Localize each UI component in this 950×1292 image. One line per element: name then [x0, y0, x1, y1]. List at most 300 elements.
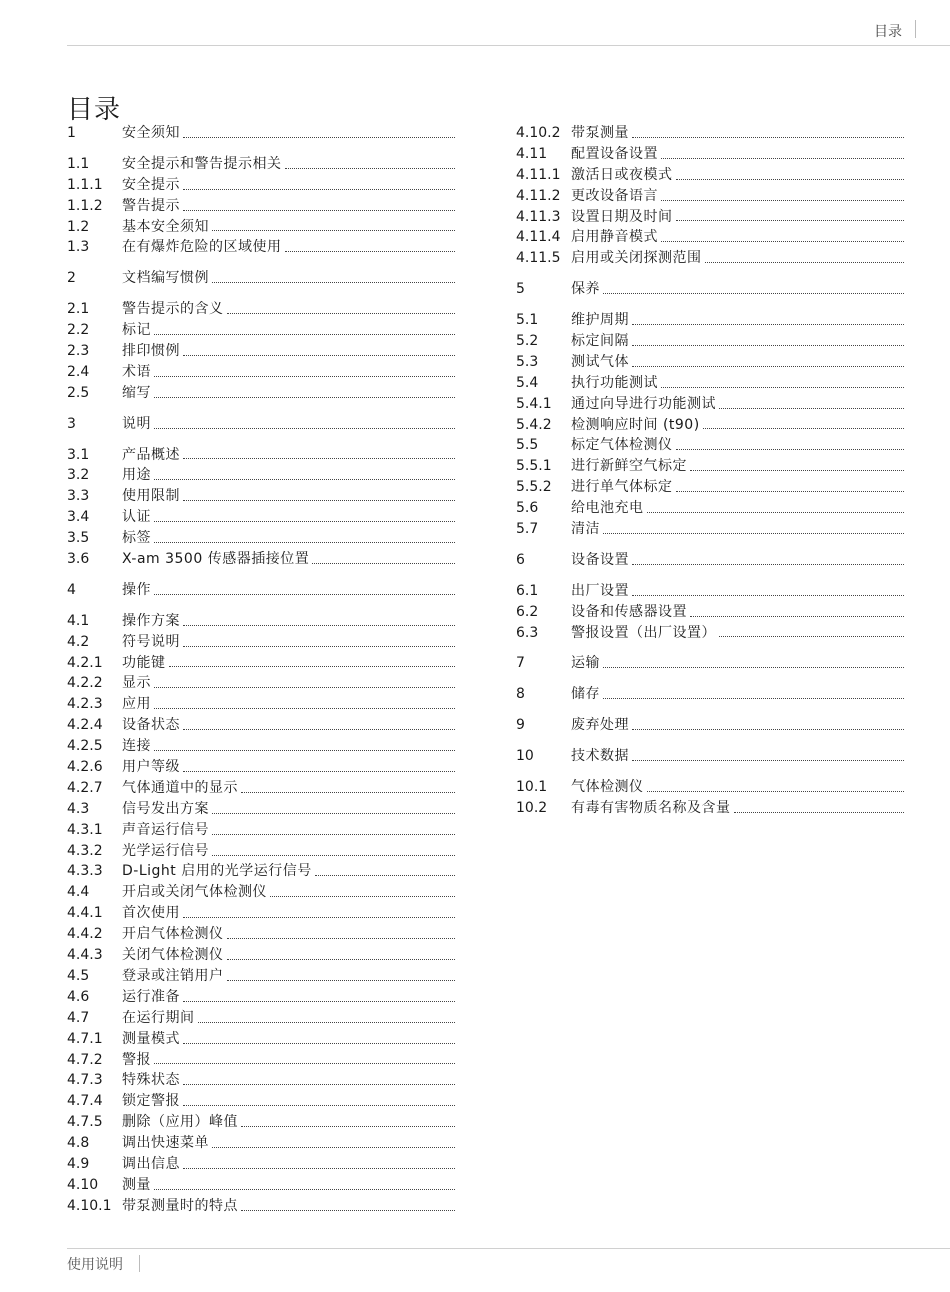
toc-entry[interactable]: [516, 550, 904, 571]
toc-dot-leader: [183, 136, 455, 138]
toc-entry[interactable]: [67, 987, 455, 1008]
toc-dot-leader: [647, 511, 905, 513]
toc-entry-number: 4.3: [67, 800, 90, 817]
toc-dot-leader: [198, 1021, 456, 1023]
toc-entry-number: 1.1.2: [67, 197, 103, 214]
toc-entry[interactable]: [516, 415, 904, 436]
toc-entry[interactable]: [516, 684, 904, 705]
toc-entry-number: 10.2: [516, 799, 548, 816]
toc-entry-title: 术语: [122, 363, 151, 380]
toc-entry-title: D-Light 启用的光学运行信号: [122, 863, 312, 880]
toc-entry-title: 维护周期: [571, 312, 629, 329]
toc-entry-title: 启用或关闭探测范围: [571, 250, 702, 267]
toc-entry[interactable]: [516, 310, 904, 331]
toc-entry[interactable]: [516, 456, 904, 477]
toc-entry-title: 锁定警报: [122, 1093, 180, 1110]
toc-dot-leader: [603, 292, 904, 294]
toc-dot-leader: [703, 427, 904, 429]
toc-entry-number: 1: [67, 124, 76, 141]
toc-dot-leader: [632, 728, 904, 730]
toc-entry-number: 2.4: [67, 363, 90, 380]
toc-dot-leader: [690, 469, 904, 471]
toc-entry[interactable]: [67, 841, 455, 862]
toc-entry-number: 3.6: [67, 551, 90, 568]
toc-entry[interactable]: [67, 882, 455, 903]
toc-dot-leader: [227, 312, 456, 314]
toc-entry-title: 警报: [122, 1051, 151, 1068]
toc-entry[interactable]: [67, 778, 455, 799]
toc-entry[interactable]: [67, 736, 455, 757]
toc-entry-title: 删除（应用）峰值: [122, 1114, 238, 1131]
toc-entry-number: 4.4.1: [67, 905, 103, 922]
toc-entry-title: 标定间隔: [571, 333, 629, 349]
toc-dot-leader: [632, 563, 904, 565]
toc-dot-leader: [183, 1104, 455, 1106]
toc-entry-title: 操作方案: [122, 612, 180, 629]
toc-entry-title: 测量模式: [122, 1030, 180, 1047]
toc-column-right: [516, 123, 904, 819]
toc-entry[interactable]: [67, 673, 455, 694]
toc-entry-title: 基本安全须知: [122, 218, 209, 235]
toc-entry-title: 缩写: [122, 384, 151, 401]
toc-entry-title: 符号说明: [122, 633, 180, 650]
toc-dot-leader: [632, 136, 904, 138]
toc-entry-title: 设置日期及时间: [571, 208, 673, 225]
toc-dot-leader: [183, 1000, 455, 1002]
toc-entry-number: 6.1: [516, 582, 539, 599]
toc-entry[interactable]: [67, 1050, 455, 1071]
toc-entry-title: 使用限制: [122, 488, 180, 505]
toc-entry-number: 4.4: [67, 884, 90, 901]
toc-entry-title: 信号发出方案: [122, 800, 209, 817]
footer-separator: [139, 1255, 140, 1272]
toc-entry-title: 警告提示: [122, 197, 180, 214]
toc-entry-title: 技术数据: [571, 748, 629, 765]
toc-entry[interactable]: [67, 237, 455, 258]
toc-entry[interactable]: [67, 1154, 455, 1175]
toc-entry-title: 排印惯例: [122, 343, 180, 359]
toc-dot-leader: [603, 697, 904, 699]
toc-entry-number: 2: [67, 270, 76, 287]
toc-dot-leader: [154, 520, 455, 522]
toc-entry-number: 4.2.2: [67, 675, 103, 692]
toc-entry[interactable]: [516, 144, 904, 165]
toc-entry-title: 登录或注销用户: [122, 967, 224, 984]
toc-dot-leader: [690, 615, 904, 617]
toc-entry-title: 首次使用: [122, 905, 180, 922]
toc-dot-leader: [632, 344, 904, 346]
header-rule: [67, 45, 950, 46]
toc-entry-title: 调出快速菜单: [122, 1135, 209, 1152]
toc-entry-title: 认证: [122, 509, 151, 526]
toc-dot-leader: [183, 354, 455, 356]
toc-entry-title: 更改设备语言: [571, 187, 658, 204]
toc-entry[interactable]: [67, 320, 455, 341]
toc-entry-number: 4.9: [67, 1155, 90, 1172]
toc-dot-leader: [719, 407, 904, 409]
toc-entry-number: 4.2: [67, 633, 90, 650]
toc-entry-number: 5.4.2: [516, 416, 552, 433]
toc-entry-number: 4.4.2: [67, 926, 103, 943]
toc-entry-number: 4: [67, 581, 76, 598]
toc-entry-title: 清洁: [571, 521, 600, 538]
toc-entry[interactable]: [516, 123, 904, 144]
toc-entry[interactable]: [67, 154, 455, 175]
toc-dot-leader: [227, 979, 456, 981]
toc-entry[interactable]: [516, 777, 904, 798]
toc-entry-number: 4.11.3: [516, 208, 561, 225]
footer-rule: [67, 1248, 950, 1249]
toc-entry[interactable]: [516, 186, 904, 207]
toc-entry[interactable]: [516, 373, 904, 394]
toc-entry-number: 4.5: [67, 967, 90, 984]
toc-entry-title: 气体通道中的显示: [122, 779, 238, 796]
toc-entry-number: 4.10.1: [67, 1197, 112, 1214]
toc-entry-title: 光学运行信号: [122, 842, 209, 859]
toc-entry[interactable]: [67, 299, 455, 320]
toc-dot-leader: [154, 396, 455, 398]
toc-entry-title: 有毒有害物质名称及含量: [571, 799, 731, 816]
toc-entry-title: 应用: [122, 696, 151, 713]
toc-dot-leader: [676, 490, 905, 492]
toc-entry[interactable]: [67, 1008, 455, 1029]
toc-entry[interactable]: [67, 1196, 455, 1217]
toc-entry-number: 4.10.2: [516, 124, 561, 141]
toc-entry[interactable]: [67, 715, 455, 736]
page-title: 目录: [67, 95, 122, 126]
toc-entry-title: X-am 3500 传感器插接位置: [122, 551, 310, 568]
toc-entry-number: 8: [516, 686, 525, 703]
toc-entry[interactable]: [67, 465, 455, 486]
toc-dot-leader: [603, 666, 904, 668]
toc-entry-title: 检测响应时间 (t90): [571, 416, 700, 433]
toc-entry-title: 显示: [122, 675, 151, 692]
toc-dot-leader: [183, 1042, 455, 1044]
toc-dot-leader: [241, 1125, 455, 1127]
toc-entry[interactable]: [67, 341, 455, 362]
toc-dot-leader: [212, 812, 455, 814]
toc-entry-number: 4.7.2: [67, 1051, 103, 1068]
toc-dot-leader: [661, 157, 904, 159]
toc-entry-number: 4.3.3: [67, 863, 103, 880]
toc-entry-number: 4.7.4: [67, 1093, 103, 1110]
toc-entry[interactable]: [67, 903, 455, 924]
toc-entry[interactable]: [67, 1091, 455, 1112]
toc-entry[interactable]: [67, 528, 455, 549]
toc-dot-leader: [154, 375, 455, 377]
toc-entry-title: 用户等级: [122, 759, 180, 776]
toc-entry-number: 5.6: [516, 500, 539, 517]
toc-entry-title: 激活日或夜模式: [571, 166, 673, 183]
toc-entry-number: 5.3: [516, 353, 539, 370]
toc-dot-leader: [154, 541, 455, 543]
toc-dot-leader: [183, 1167, 455, 1169]
toc-entry[interactable]: [67, 362, 455, 383]
toc-entry[interactable]: [67, 268, 455, 289]
toc-entry[interactable]: [516, 581, 904, 602]
toc-dot-leader: [705, 261, 905, 263]
toc-dot-leader: [183, 1083, 455, 1085]
toc-entry-title: 开启气体检测仪: [122, 926, 224, 943]
toc-entry[interactable]: [67, 653, 455, 674]
toc-dot-leader: [154, 593, 455, 595]
toc-entry-number: 4.8: [67, 1135, 90, 1152]
toc-entry-title: 运行准备: [122, 988, 180, 1005]
toc-dot-leader: [154, 333, 455, 335]
toc-entry-number: 4.7.5: [67, 1114, 103, 1131]
toc-entry-number: 2.3: [67, 343, 90, 359]
toc-entry[interactable]: [67, 966, 455, 987]
toc-entry-title: 安全提示和警告提示相关: [122, 155, 282, 172]
toc-entry-title: 文档编写惯例: [122, 270, 209, 287]
toc-entry-title: 用途: [122, 467, 151, 484]
toc-entry-number: 4.11.2: [516, 187, 561, 204]
toc-entry-number: 2.1: [67, 301, 90, 318]
toc-entry[interactable]: [67, 1175, 455, 1196]
toc-entry[interactable]: [516, 653, 904, 674]
toc-entry-number: 4.2.4: [67, 717, 103, 734]
toc-entry-number: 10: [516, 748, 534, 765]
toc-entry-title: 在有爆炸危险的区域使用: [122, 239, 282, 256]
toc-entry-title: 启用静音模式: [571, 229, 658, 246]
toc-entry-number: 5.4: [516, 374, 539, 391]
toc-dot-leader: [183, 188, 455, 190]
toc-dot-leader: [154, 749, 455, 751]
toc-entry-number: 4.7.3: [67, 1072, 103, 1089]
toc-dot-leader: [632, 323, 904, 325]
toc-dot-leader: [183, 728, 455, 730]
toc-entry-title: 标签: [122, 530, 151, 547]
toc-dot-leader: [661, 199, 904, 201]
toc-entry[interactable]: [67, 414, 455, 435]
toc-dot-leader: [676, 448, 905, 450]
toc-entry[interactable]: [67, 123, 455, 144]
toc-entry-number: 1.2: [67, 218, 90, 235]
toc-entry-title: 操作: [122, 581, 151, 598]
toc-entry-number: 10.1: [516, 779, 548, 796]
toc-entry[interactable]: [67, 757, 455, 778]
toc-entry[interactable]: [67, 175, 455, 196]
toc-dot-leader: [227, 937, 456, 939]
toc-entry-number: 4.1: [67, 612, 90, 629]
toc-entry[interactable]: [67, 862, 455, 883]
toc-entry-number: 4.6: [67, 988, 90, 1005]
toc-entry-title: 警报设置（出厂设置）: [571, 624, 716, 641]
toc-entry[interactable]: [516, 519, 904, 540]
toc-entry-title: 气体检测仪: [571, 779, 644, 796]
toc-dot-leader: [183, 624, 455, 626]
toc-dot-leader: [154, 686, 455, 688]
toc-entry-title: 出厂设置: [571, 582, 629, 599]
toc-dot-leader: [227, 958, 456, 960]
toc-entry-number: 4.3.2: [67, 842, 103, 859]
toc-entry[interactable]: [67, 1070, 455, 1091]
toc-entry-title: 安全须知: [122, 124, 180, 141]
toc-entry-title: 带泵测量: [571, 124, 629, 141]
toc-dot-leader: [719, 635, 904, 637]
toc-entry[interactable]: [516, 798, 904, 819]
toc-entry[interactable]: [516, 477, 904, 498]
toc-entry-title: 警告提示的含义: [122, 301, 224, 318]
toc-entry[interactable]: [516, 227, 904, 248]
toc-dot-leader: [154, 707, 455, 709]
toc-entry[interactable]: [67, 1112, 455, 1133]
toc-entry[interactable]: [67, 1029, 455, 1050]
toc-entry-title: 说明: [122, 415, 151, 432]
toc-entry[interactable]: [67, 383, 455, 404]
toc-entry-number: 9: [516, 717, 525, 734]
toc-entry[interactable]: [516, 394, 904, 415]
toc-entry[interactable]: [516, 715, 904, 736]
toc-entry[interactable]: [67, 486, 455, 507]
toc-entry-number: 4.2.5: [67, 738, 103, 755]
toc-entry-title: 功能键: [122, 654, 166, 671]
toc-entry[interactable]: [516, 331, 904, 352]
toc-dot-leader: [169, 665, 456, 667]
header-separator: [915, 20, 916, 38]
toc-entry-number: 1.3: [67, 239, 90, 256]
toc-entry-number: 5.1: [516, 312, 539, 329]
header-title: 目录: [874, 24, 902, 40]
toc-entry-title: 开启或关闭气体检测仪: [122, 884, 267, 901]
toc-dot-leader: [154, 1188, 455, 1190]
toc-column-left: [67, 123, 455, 1217]
toc-dot-leader: [212, 854, 455, 856]
toc-entry-number: 5: [516, 281, 525, 298]
toc-dot-leader: [154, 427, 455, 429]
toc-entry[interactable]: [516, 207, 904, 228]
toc-entry[interactable]: [67, 820, 455, 841]
toc-dot-leader: [270, 895, 455, 897]
toc-dot-leader: [661, 240, 904, 242]
toc-entry-title: 配置设备设置: [571, 145, 658, 162]
toc-entry-number: 6.3: [516, 624, 539, 641]
toc-entry-title: 声音运行信号: [122, 821, 209, 838]
toc-entry[interactable]: [67, 799, 455, 820]
toc-entry-title: 调出信息: [122, 1155, 180, 1172]
toc-entry-number: 2.2: [67, 322, 90, 339]
toc-dot-leader: [241, 791, 455, 793]
toc-entry-title: 设备和传感器设置: [571, 603, 687, 620]
toc-entry-number: 4.11.4: [516, 229, 561, 246]
toc-entry-number: 3.5: [67, 530, 90, 547]
toc-dot-leader: [632, 759, 904, 761]
toc-entry-number: 6: [516, 551, 525, 568]
toc-entry[interactable]: [516, 602, 904, 623]
toc-dot-leader: [183, 499, 455, 501]
toc-dot-leader: [632, 365, 904, 367]
toc-entry[interactable]: [67, 217, 455, 238]
toc-entry-number: 3.2: [67, 467, 90, 484]
toc-entry[interactable]: [67, 196, 455, 217]
toc-dot-leader: [285, 250, 456, 252]
toc-entry[interactable]: [67, 611, 455, 632]
toc-entry-number: 6.2: [516, 603, 539, 620]
toc-entry-number: 4.11.5: [516, 250, 561, 267]
toc-entry[interactable]: [67, 580, 455, 601]
toc-entry-number: 4.11: [516, 145, 548, 162]
toc-dot-leader: [312, 562, 455, 564]
toc-entry[interactable]: [67, 507, 455, 528]
toc-dot-leader: [183, 645, 455, 647]
toc-entry-title: 在运行期间: [122, 1009, 195, 1026]
toc-entry[interactable]: [516, 248, 904, 269]
toc-entry-number: 3.1: [67, 446, 90, 463]
toc-entry[interactable]: [516, 165, 904, 186]
toc-entry-title: 进行新鲜空气标定: [571, 458, 687, 475]
toc-entry-title: 执行功能测试: [571, 374, 658, 391]
toc-dot-leader: [241, 1209, 455, 1211]
toc-entry-number: 4.2.7: [67, 779, 103, 796]
toc-entry-number: 7: [516, 655, 525, 672]
toc-entry-title: 产品概述: [122, 446, 180, 463]
toc-dot-leader: [212, 229, 455, 231]
toc-entry-number: 4.2.6: [67, 759, 103, 776]
toc-entry-number: 3.3: [67, 488, 90, 505]
toc-entry[interactable]: [67, 1133, 455, 1154]
toc-dot-leader: [734, 811, 905, 813]
toc-dot-leader: [183, 457, 455, 459]
toc-entry-title: 设备设置: [571, 551, 629, 568]
toc-dot-leader: [183, 209, 455, 211]
toc-entry-title: 标记: [122, 322, 151, 339]
toc-entry-title: 进行单气体标定: [571, 479, 673, 496]
footer-title: 使用说明: [67, 1257, 123, 1273]
toc-dot-leader: [647, 790, 905, 792]
toc-entry-title: 储存: [571, 686, 600, 703]
toc-entry[interactable]: [516, 279, 904, 300]
toc-entry-number: 5.5.2: [516, 479, 552, 496]
toc-entry[interactable]: [516, 498, 904, 519]
toc-entry-number: 4.7.1: [67, 1030, 103, 1047]
toc-entry-number: 4.11.1: [516, 166, 561, 183]
toc-dot-leader: [285, 167, 456, 169]
toc-entry-title: 通过向导进行功能测试: [571, 395, 716, 412]
toc-entry-title: 带泵测量时的特点: [122, 1197, 238, 1214]
toc-entry-title: 测量: [122, 1176, 151, 1193]
toc-entry-title: 连接: [122, 738, 151, 755]
toc-entry[interactable]: [516, 352, 904, 373]
toc-entry-title: 标定气体检测仪: [571, 437, 673, 454]
toc-entry-number: 4.2.1: [67, 654, 103, 671]
toc-dot-leader: [154, 1062, 455, 1064]
toc-entry[interactable]: [67, 632, 455, 653]
toc-entry-number: 4.2.3: [67, 696, 103, 713]
toc-entry[interactable]: [516, 435, 904, 456]
toc-entry-number: 5.5: [516, 437, 539, 454]
toc-entry-title: 测试气体: [571, 353, 629, 370]
toc-entry-number: 1.1: [67, 155, 90, 172]
toc-dot-leader: [183, 916, 455, 918]
toc-entry[interactable]: [67, 694, 455, 715]
toc-entry-number: 5.2: [516, 333, 539, 349]
toc-entry-title: 特殊状态: [122, 1072, 180, 1089]
toc-entry-title: 给电池充电: [571, 500, 644, 517]
toc-dot-leader: [632, 594, 904, 596]
toc-entry[interactable]: [67, 945, 455, 966]
toc-entry-title: 设备状态: [122, 717, 180, 734]
toc-dot-leader: [676, 219, 905, 221]
toc-entry[interactable]: [67, 549, 455, 570]
toc-entry[interactable]: [67, 924, 455, 945]
toc-entry-number: 2.5: [67, 384, 90, 401]
toc-dot-leader: [183, 770, 455, 772]
toc-dot-leader: [212, 281, 455, 283]
toc-entry[interactable]: [516, 623, 904, 644]
toc-entry[interactable]: [67, 445, 455, 466]
toc-dot-leader: [661, 386, 904, 388]
toc-entry[interactable]: [516, 746, 904, 767]
